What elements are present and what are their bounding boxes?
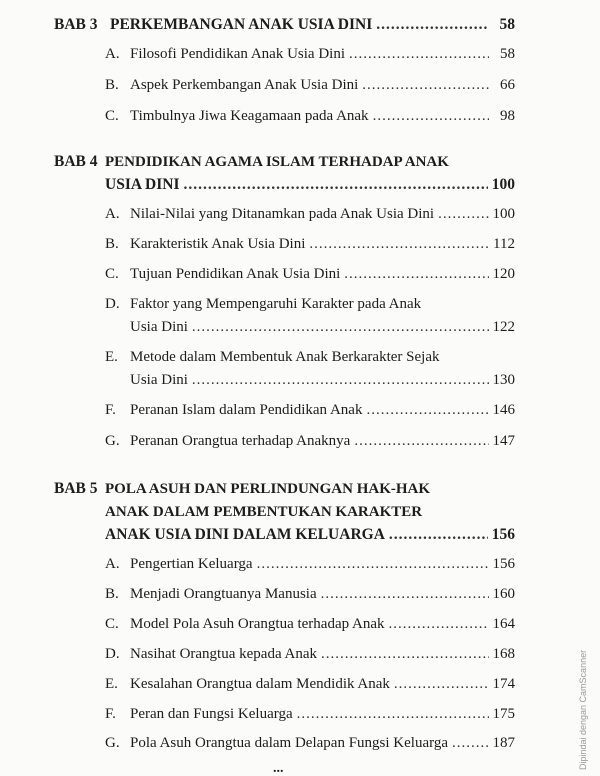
page-number: 164	[492, 616, 515, 632]
page-number: 146	[492, 402, 515, 418]
dot-leader	[297, 704, 489, 724]
page-number: 187	[492, 735, 515, 751]
toc-entry	[130, 733, 515, 753]
dot-leader	[309, 234, 489, 254]
page-number: 175	[492, 706, 515, 722]
dot-leader	[184, 175, 488, 195]
chapter-title-line	[110, 15, 515, 35]
dot-leader	[452, 733, 489, 753]
item-letter: F.	[105, 706, 116, 722]
entry-text: Peranan Orangtua terhadap Anaknya	[130, 433, 351, 449]
toc-entry	[130, 614, 515, 634]
dot-leader	[321, 584, 489, 604]
chapter-label: BAB 4	[54, 153, 98, 170]
toc-entry	[130, 106, 515, 126]
entry-text: Aspek Perkembangan Anak Usia Dini	[130, 77, 359, 93]
entry-text: Karakteristik Anak Usia Dini	[130, 236, 306, 252]
entry-text: Nasihat Orangtua kepada Anak	[130, 646, 318, 662]
item-letter: E.	[105, 676, 118, 692]
chapter-title: ANAK DALAM PEMBENTUKAN KARAKTER	[105, 504, 423, 520]
page-number: 147	[492, 433, 515, 449]
item-letter: C.	[105, 616, 119, 632]
entry-text: Tujuan Pendidikan Anak Usia Dini	[130, 266, 341, 282]
scanner-watermark: Dipindai dengan CamScanner	[578, 649, 588, 770]
toc-entry	[130, 431, 515, 451]
item-letter: D.	[105, 646, 120, 662]
dot-leader	[389, 614, 489, 634]
chapter-title: ANAK USIA DINI DALAM KELUARGA	[105, 526, 385, 543]
page-number: 98	[500, 108, 515, 124]
dot-leader	[376, 15, 489, 35]
item-letter: F.	[105, 402, 116, 418]
toc-entry	[130, 554, 515, 574]
dot-leader	[192, 370, 489, 390]
page-number: 112	[493, 236, 515, 252]
dot-leader	[438, 204, 488, 224]
toc-entry	[130, 644, 515, 664]
dot-leader	[362, 75, 489, 95]
entry-text: Pengertian Keluarga	[130, 556, 253, 572]
page-number: 66	[500, 77, 515, 93]
chapter-title-line	[105, 175, 515, 195]
dot-leader	[394, 674, 489, 694]
page-number: 156	[491, 526, 515, 543]
entry-text: Usia Dini	[130, 372, 188, 388]
page-number: 58	[499, 16, 515, 33]
dot-leader	[257, 554, 489, 574]
chapter-label: BAB 5	[54, 480, 98, 497]
item-letter: A.	[105, 46, 120, 62]
entry-text: Faktor yang Mempengaruhi Karakter pada Anak	[130, 296, 422, 312]
chapter-title-line	[105, 525, 515, 545]
item-letter: B.	[105, 236, 119, 252]
page-number: 58	[500, 46, 515, 62]
entry-text: Menjadi Orangtuanya Manusia	[130, 586, 317, 602]
entry-text: Filosofi Pendidikan Anak Usia Dini	[130, 46, 345, 62]
entry-text: Timbulnya Jiwa Keagamaan pada Anak	[130, 108, 369, 124]
toc-entry	[130, 704, 515, 724]
page-number: 120	[492, 266, 515, 282]
page-number: 156	[492, 556, 515, 572]
page-number: 160	[492, 586, 515, 602]
page-number: 100	[492, 206, 515, 222]
toc-entry	[130, 674, 515, 694]
toc-entry	[130, 204, 515, 224]
item-letter: C.	[105, 108, 119, 124]
dot-leader	[354, 431, 488, 451]
chapter-title: PERKEMBANGAN ANAK USIA DINI	[110, 16, 373, 33]
entry-text: Kesalahan Orangtua dalam Mendidik Anak	[130, 676, 390, 692]
item-letter: C.	[105, 266, 119, 282]
item-letter: G.	[105, 433, 120, 449]
toc-entry	[130, 75, 515, 95]
entry-text: Peranan Islam dalam Pendidikan Anak	[130, 402, 363, 418]
chapter-title: PENDIDIKAN AGAMA ISLAM TERHADAP ANAK	[105, 154, 449, 170]
page-footer-marker: ...	[273, 761, 284, 776]
dot-leader	[373, 106, 489, 126]
toc-entry	[130, 370, 515, 390]
item-letter: A.	[105, 206, 120, 222]
item-letter: B.	[105, 586, 119, 602]
dot-leader	[321, 644, 488, 664]
entry-text: Pola Asuh Orangtua dalam Delapan Fungsi Keluarga	[130, 735, 448, 751]
item-letter: B.	[105, 77, 119, 93]
chapter-title: POLA ASUH DAN PERLINDUNGAN HAK-HAK	[105, 481, 431, 497]
entry-text: Model Pola Asuh Orangtua terhadap Anak	[130, 616, 385, 632]
chapter-title: USIA DINI	[105, 176, 180, 193]
item-letter: G.	[105, 735, 120, 751]
toc-entry	[130, 44, 515, 64]
page-number: 122	[492, 319, 515, 335]
item-letter: E.	[105, 349, 118, 365]
chapter-label: BAB 3	[54, 16, 98, 33]
dot-leader	[389, 525, 488, 545]
entry-text: Metode dalam Membentuk Anak Berkarakter Sejak	[130, 349, 440, 365]
toc-entry	[130, 234, 515, 254]
page-number: 174	[492, 676, 515, 692]
page-number: 130	[492, 372, 515, 388]
dot-leader	[192, 317, 489, 337]
page-number: 100	[491, 176, 515, 193]
toc-entry	[130, 264, 515, 284]
entry-text: Usia Dini	[130, 319, 188, 335]
dot-leader	[366, 400, 488, 420]
toc-entry	[130, 584, 515, 604]
item-letter: D.	[105, 296, 120, 312]
dot-leader	[344, 264, 488, 284]
entry-text: Nilai-Nilai yang Ditanamkan pada Anak Usia Dini	[130, 206, 435, 222]
item-letter: A.	[105, 556, 120, 572]
toc-entry	[130, 317, 515, 337]
toc-entry	[130, 400, 515, 420]
dot-leader	[349, 44, 489, 64]
entry-text: Peran dan Fungsi Keluarga	[130, 706, 293, 722]
page-number: 168	[492, 646, 515, 662]
